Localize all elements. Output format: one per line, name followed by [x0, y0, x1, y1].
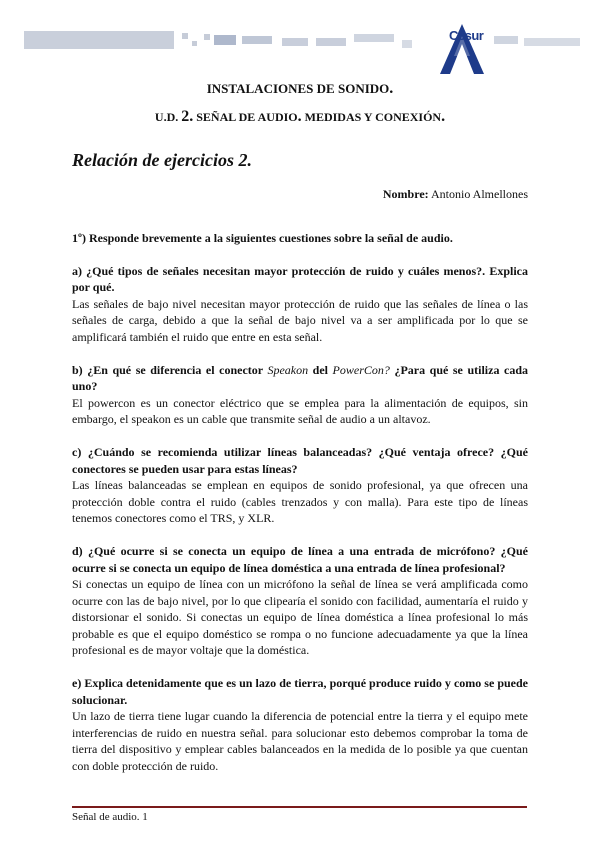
- question-b-text: ¿Para qué se utiliza cada uno?: [72, 362, 528, 394]
- unit-title: SEÑAL DE AUDIO: [193, 110, 298, 124]
- nombre-line: [383, 187, 528, 202]
- banner-bar: [24, 31, 174, 49]
- banner-block: [316, 38, 346, 46]
- header-banner: [24, 22, 580, 56]
- question-e: e) Explica detenidamente que es un lazo de tierra, porqué produce ruido y como se puede solucionar.: [72, 676, 528, 707]
- question-b-text: del: [308, 362, 333, 377]
- banner-block: [524, 38, 580, 46]
- banner-block: [214, 35, 236, 45]
- banner-block: [402, 40, 412, 48]
- cesur-logo: [432, 22, 494, 76]
- question-b: [72, 362, 528, 395]
- relacion-title: Relación de ejercicios 2.: [72, 150, 252, 170]
- banner-block: [494, 36, 518, 44]
- unit-dot: .: [297, 108, 302, 125]
- banner-square: [204, 34, 210, 40]
- footer-text: Señal de audio. 1: [72, 811, 148, 823]
- unit-prefix: U.D.: [154, 110, 182, 124]
- banner-block: [354, 34, 394, 42]
- banner-block: [242, 36, 272, 44]
- speakon-term: Speakon: [267, 362, 309, 377]
- answer-a: Las señales de bajo nivel necesitan mayor protección de ruido que las señales de línea o las señales de carga, debido a que la señal de bajo nivel va a ser amplificada por lo que se amplificará también el ruido que entre en esta señal.: [72, 296, 528, 344]
- nombre-value: Antonio Almellones: [428, 187, 528, 201]
- answer-d: Si conectas un equipo de línea con un micrófono la señal de línea se verá amplificada como ocurre con las de bajo nivel, por lo que clipearía el sonido con facilidad, aumentaría el ruido y distorsionar el sonido. Si conectas un equipo de línea doméstica a línea profesional lo más probable es que el equipo doméstico se rompa o no funcione adecuadamente ya que la línea profesional es de mayor voltaje que la doméstica.: [72, 577, 528, 658]
- logo-text: Césur: [449, 28, 484, 43]
- powercon-term: PowerCon?: [332, 362, 390, 377]
- question-c: c) ¿Cuándo se recomienda utilizar líneas balanceadas? ¿Qué ventaja ofrece? ¿Qué conectores se pueden usar para estas líneas?: [72, 444, 528, 476]
- unit-end-dot: .: [441, 108, 446, 125]
- unit-number: 2.: [181, 108, 194, 125]
- footer-divider: [72, 806, 527, 808]
- exercise-intro: 1º) Responde brevemente a la siguientes cuestiones sobre la señal de audio.: [72, 231, 453, 245]
- question-b-text: b) ¿En qué se diferencia el conector: [72, 362, 268, 377]
- banner-block: [282, 38, 308, 46]
- banner-square: [182, 33, 188, 39]
- doc-title-line2: [0, 108, 600, 126]
- title-text: INSTALACIONES DE SONIDO: [206, 81, 390, 96]
- unit-subtitle: MEDIDAS Y CONEXIÓN: [301, 110, 442, 124]
- doc-title-line1: [0, 80, 600, 98]
- title-dot: .: [389, 80, 394, 97]
- question-d: d) ¿Qué ocurre si se conecta un equipo de línea a una entrada de micrófono? ¿Qué ocurre si se conecta un equipo de línea doméstica a una entrada de línea profesional?: [72, 543, 528, 575]
- question-a: a) ¿Qué tipos de señales necesitan mayor protección de ruido y cuáles menos?. Explica por qué.: [72, 263, 528, 295]
- answer-b: El powercon es un conector eléctrico que se emplea para la alimentación de equipos, sin embargo, el speakon es un cable que transmite señal de audio a un altavoz.: [72, 395, 528, 427]
- answer-e: Un lazo de tierra tiene lugar cuando la diferencia de potencial entre la tierra y el equipo mete interferencias de ruido en nuestra señal. para solucionar esto debemos comprobar la toma de tierra del dispositivo y emplear cables balanceados en la medida de lo posible ya que cuentan con doble protección de ruido.: [72, 709, 528, 774]
- banner-square: [192, 41, 197, 46]
- content: [72, 230, 528, 791]
- nombre-label: Nombre:: [382, 187, 429, 201]
- answer-c: Las líneas balanceadas se emplean en equipos de sonido profesional, ya que ofrecen una protección doble contra el ruido (cables trenzados y con malla). Para este tipo de líneas tenemos conectores como el TRS, y XLR.: [72, 478, 528, 526]
